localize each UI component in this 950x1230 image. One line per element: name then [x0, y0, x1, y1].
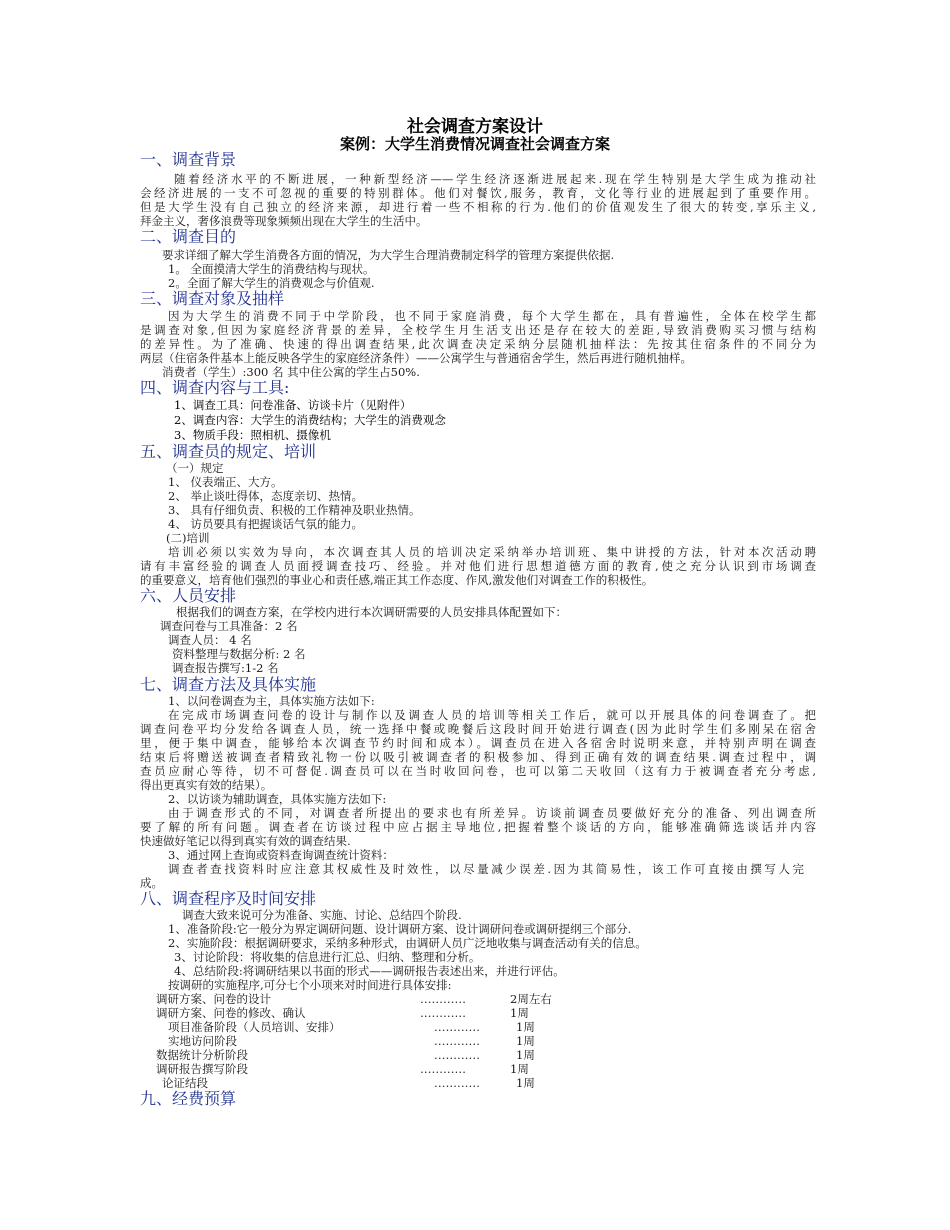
paragraph-line: 调查大致来说可分为准备、实施、讨论、总结四个阶段. [182, 908, 462, 922]
paragraph-line: 要了解的所有问题。调查者在访谈过程中应占据主导地位,把握着整个谈话的方向，能够准确筛选谈话并内容 [140, 820, 816, 834]
paragraph-line: 3、通过网上查询或资料查询调查统计资料： [168, 848, 394, 862]
schedule-time: 1周 [510, 1006, 529, 1020]
schedule-time: 2周左右 [510, 992, 552, 1006]
paragraph-line: 结束后将赠送被调查者精致礼物一份以吸引被调查者的积极参加、得到正确有效的调查结果.调查过程中，调 [140, 750, 816, 764]
list-item: 资料整理与数据分析: 2 名 [172, 647, 306, 661]
list-item: 2、实施阶段：根据调研要求，采纳多种形式，由调研人员广泛地收集与调查活动有关的信息。 [168, 936, 647, 950]
section-heading-sampling: 三、调查对象及抽样 [140, 289, 285, 308]
paragraph-line: 的重要意义，培育他们强烈的事业心和责任感,端正其工作态度、作风,激发他们对调查工作的积极性。 [140, 573, 654, 587]
paragraph-line: 是调查对象,但因为家庭经济背景的差异，全校学生月生活支出还是存在较大的差距,导致消费购买习惯与结构 [140, 323, 816, 337]
section-heading-staff-training: 五、调查员的规定、培训 [140, 442, 317, 461]
section-heading-staffing: 六、人员安排 [140, 586, 237, 605]
schedule-time: 1周 [516, 1048, 535, 1062]
paragraph-line: 要求详细了解大学生消费各方面的情况，为大学生合理消费制定科学的管理方案提供依据. [162, 248, 615, 262]
list-item: 调查问卷与工具准备：2 名 [160, 619, 298, 633]
paragraph-line: 成。 [140, 876, 163, 890]
paragraph-line: 调查问卷平均分发给各调查人员，统一选择中餐或晚餐后这段时间开始进行调查(因为此时学生们多刚呆在宿舍 [140, 722, 816, 736]
paragraph-line: 调查者查找资料时应注意其权威性及时效性，以尽量减少误差.因为其简易性，该工作可直接由撰写人完 [168, 862, 804, 876]
paragraph-line: 的差异性。为了准确、快速的得出调查结果,此次调查决定采纳分层随机抽样法：先按其住宿条件的不同分为 [140, 337, 816, 351]
paragraph-line: 随着经济水平的不断进展，一种新型经济——学生经济逐渐进展起来.现在学生特别是大学生成为推动社 [174, 172, 816, 186]
paragraph-line: 查员应耐心等待，切不可督促.调查员可以在当时收回问卷，也可以第二天收回（这有力于被调查者充分考虑, [140, 764, 816, 778]
subheading: （一）规定 [166, 461, 224, 475]
paragraph-line: 消费者（学生）:300 名 其中住公寓的学生占50%. [162, 365, 420, 379]
list-item: 3、讨论阶段：将收集的信息进行汇总、归纳、整理和分析。 [174, 950, 481, 964]
paragraph-line: 请有丰富经验的调查人员面授调查技巧、经验。并对他们进行思想道德方面的教育,使之充分认识到市场调查 [140, 559, 816, 573]
paragraph-line: 但是大学生没有自己独立的经济来源，却进行着一些不相称的行为.他们的价值观发生了很大的转变,享乐主义, [140, 200, 816, 214]
schedule-time: 1周 [516, 1034, 535, 1048]
section-heading-methods: 七、调查方法及具体实施 [140, 675, 317, 694]
schedule-task: 调研方案、问卷的设计 [156, 992, 271, 1006]
schedule-task: 实地访问阶段 [168, 1034, 237, 1048]
schedule-leader: ………… [434, 1020, 480, 1034]
schedule-leader: ………… [434, 1076, 480, 1090]
schedule-leader: ………… [420, 1062, 466, 1076]
list-item: 调查人员： 4 名 [168, 633, 252, 647]
schedule-leader: ………… [434, 1034, 480, 1048]
paragraph-line: 由于调查形式的不同，对调查者所提出的要求也有所差异。访谈前调查员要做好充分的准备、列出调查所 [168, 806, 816, 820]
schedule-time: 1周 [516, 1020, 535, 1034]
paragraph-line: 在完成市场调查问卷的设计与制作以及调查人员的培训等相关工作后，就可以开展具体的问卷调查了。把 [168, 708, 816, 722]
list-item: 3、 具有仔细负责、积极的工作精神及职业热情。 [168, 503, 421, 517]
schedule-task: 论证结段 [162, 1076, 208, 1090]
schedule-leader: ………… [420, 1006, 466, 1020]
paragraph-line: 因为大学生的消费不同于中学阶段，也不同于家庭消费，每个大学生都在，具有普遍性，全体在校学生都 [168, 309, 816, 323]
paragraph-line: 2、以访谈为辅助调查，具体实施方法如下: [168, 792, 387, 806]
list-item: 2、调查内容：大学生的消费结构；大学生的消费观念 [174, 413, 446, 427]
list-item: 4、总结阶段:将调研结果以书面的形式——调研报告表述出来，并进行评估。 [174, 964, 565, 978]
schedule-task: 调研方案、问卷的修改、确认 [156, 1006, 306, 1020]
list-item: 1。 全面摸清大学生的消费结构与现状。 [168, 262, 375, 276]
paragraph-line: 根据我们的调查方案，在学校内进行本次调研需要的人员安排具体配置如下： [176, 605, 567, 619]
paragraph-line: 1、以问卷调查为主，具体实施方法如下: [168, 694, 375, 708]
paragraph-line: 培训必须以实效为导向，本次调查其人员的培训决定采纳举办培训班、集中讲授的方法，针对本次活动聘 [168, 545, 816, 559]
paragraph-line: 拜金主义，奢侈浪费等现象频频出现在大学生的生活中。 [140, 214, 428, 228]
paragraph-line: 会经济进展的一支不可忽视的重要的特别群体。他们对餐饮,服务，教育，文化等行业的进展起到了重要作用。 [140, 186, 816, 200]
schedule-task: 调研报告撰写阶段 [156, 1062, 248, 1076]
schedule-leader: ………… [434, 1048, 480, 1062]
schedule-time: 1周 [510, 1062, 529, 1076]
list-item: 3、物质手段：照相机、摄像机 [174, 428, 331, 442]
list-item: 4、 访员要具有把握谈话气氛的能力。 [168, 517, 363, 531]
section-heading-budget: 九、经费预算 [140, 1089, 237, 1108]
schedule-task: 项目准备阶段（人员培训、安排） [168, 1020, 341, 1034]
list-item: 1、 仪表端正、大方。 [168, 475, 283, 489]
list-item: 2、 举止谈吐得体，态度亲切、热情。 [168, 489, 363, 503]
paragraph-line: 快速做好笔记以得到真实有效的调查结果. [140, 834, 351, 848]
paragraph-line: 按调研的实施程序,可分七个小项来对时间进行具体安排: [168, 978, 452, 992]
document-subtitle: 案例：大学生消费情况调查社会调查方案 [339, 135, 610, 153]
schedule-time: 1周 [516, 1076, 535, 1090]
section-heading-purpose: 二、调查目的 [140, 227, 237, 246]
section-heading-procedure: 八、调查程序及时间安排 [140, 889, 317, 908]
list-item: 调查报告撰写:1-2 名 [172, 661, 279, 675]
paragraph-line: 两层（住宿条件基本上能反映各学生的家庭经济条件）——公寓学生与普通宿舍学生，然后再进行随机抽样。 [140, 351, 692, 365]
subheading: (二)培训 [166, 531, 210, 545]
schedule-task: 数据统计分析阶段 [156, 1048, 248, 1062]
paragraph-line: 里，便于集中调查，能够给本次调查节约时间和成本）。调查员在进入各宿舍时说明来意，并特别声明在调查 [140, 736, 816, 750]
section-heading-content-tools: 四、调查内容与工具: [140, 378, 290, 397]
document-title: 社会调查方案设计 [407, 117, 543, 137]
list-item: 1、准备阶段:它一般分为界定调研问题、设计调研方案、设计调研问卷或调研提纲三个部分. [168, 922, 632, 936]
schedule-leader: ………… [420, 992, 466, 1006]
paragraph-line: 得出更真实有效的结果）。 [140, 778, 273, 792]
list-item: 1、调查工具：问卷准备、访谈卡片（见附件） [174, 398, 412, 412]
section-heading-background: 一、调查背景 [140, 150, 237, 169]
list-item: 2。全面了解大学生的消费观念与价值观. [168, 276, 375, 290]
